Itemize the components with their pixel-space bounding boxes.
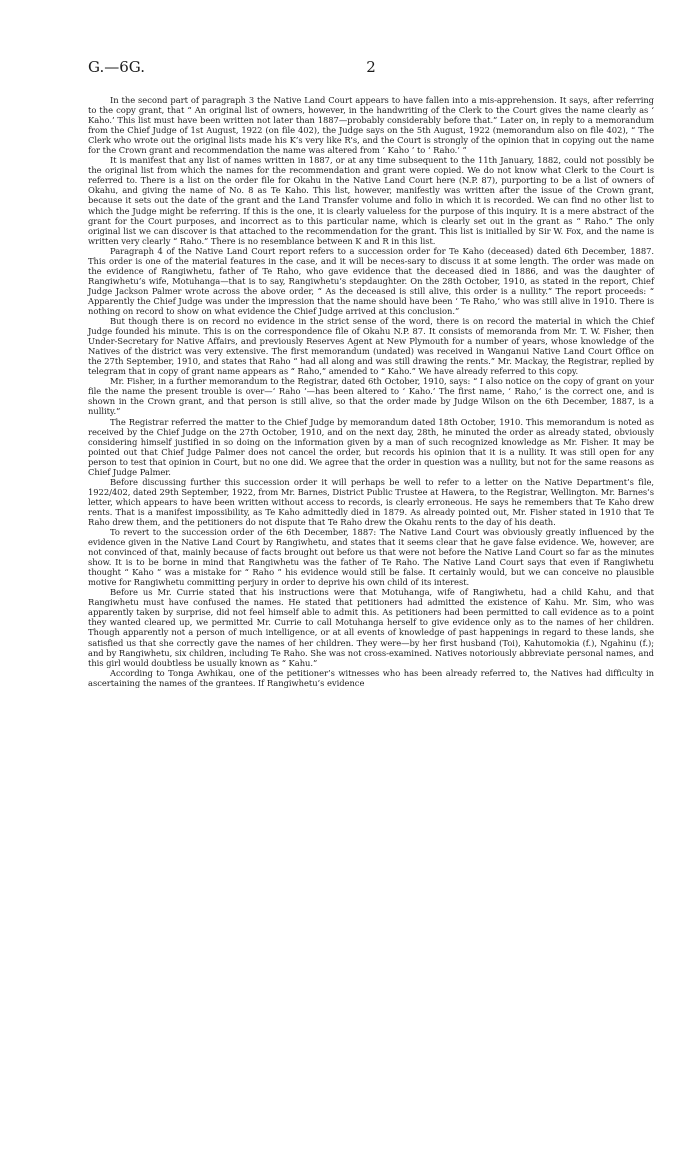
paragraph: It is manifest that any list of names written in 1887, or at any time subsequent to the 11th January, 1882, could not possibly be the original list from which the names for the recommendation and grant were copied. We do not know what Clerk to the Court is referred to. There is a list on the order file for Okahu in the Native Land Court here (N.P. 87), purporting to be a list of owners of Okahu, and giving the name of No. 8 as Te Kaho. This list, however, manifestly was written after the issue of the Crown grant, because it sets out the date of the grant and the Land Transfer volume and folio in which it is recorded. We can find no other list to which the Judge might be referring. If this is the one, it is clearly valueless for the purpose of this inquiry. It is a mere abstract of the grant for the Court purposes, and incorrect as to this particular name, which is clearly set out in the grant as “ Raho.” The only original list we can discover is that attached to the recommendation for the grant. This list is initialled by Sir W. Fox, and the name is written very clearly “ Raho.” There is no resemblance between K and R in this list. (88, 155, 654, 246)
paragraph: Mr. Fisher, in a further memorandum to the Registrar, dated 6th October, 1910, says: “ I also notice on the copy of grant on your file the name the present trouble is over—‘ Raho ’—has been altered to ‘ Kaho.’ The first name, ‘ Raho,’ is the correct one, and is shown in the Crown grant, and that person is still alive, so that the order made by Judge Wilson on the 6th December, 1887, is a nullity.” (88, 376, 654, 417)
paragraph: But though there is on record no evidence in the strict sense of the word, there is on record the material in which the Chief Judge founded his minute. This is on the correspondence file of Okahu N.P. 87. It consists of memoranda from Mr. T. W. Fisher, then Under-Secretary for Native Affairs, and previously Reserves Agent at New Plymouth for a number of years, whose knowledge of the Natives of the district was very extensive. The first memorandum (undated) was received in Wanganui Native Land Court Office on the 27th September, 1910, and states that Raho “ had all along and was still drawing the rents.” Mr. Mackay, the Registrar, replied by telegram that in copy of grant name appears as “ Raho,” amended to “ Kaho.” We have already referred to this copy. (88, 316, 654, 377)
paragraph: The Registrar referred the matter to the Chief Judge by memorandum dated 18th October, 1910. This memorandum is noted as received by the Chief Judge on the 27th October, 1910, and on the next day, 28th, he minuted the order as already stated, obviously considering himself justified in so doing on the information given by a man of such recognized knowledge as Mr. Fisher. It may be pointed out that Chief Judge Palmer does not cancel the order, but records his opinion that it is a nullity. It was still open for any person to test that opinion in Court, but no one did. We agree that the order in question was a nullity, but not for the same reasons as Chief Judge Palmer. (88, 416, 654, 477)
paragraph: Before discussing further this succession order it will perhaps be well to refer to a letter on the Native Department’s file, 1922/402, dated 29th September, 1922, from Mr. Barnes, District Public Trustee at Hawera, to the Registrar, Wellington. Mr. Barnes’s letter, which appears to have been written without access to records, is clearly erroneous. He says he remembers that Te Kaho drew rents. That is a manifest impossibility, as Te Kaho admittedly died in 1879. As already pointed out, Mr. Fisher stated in 1910 that Te Raho drew them, and the petitioners do not dispute that Te Raho drew the Okahu rents to the day of his death. (88, 476, 654, 527)
body-text (88, 95, 654, 688)
paragraph: To revert to the succession order of the 6th December, 1887: The Native Land Court was obviously greatly influenced by the evidence given in the Native Land Court by Rangiwhetu, and states that it seems clear that he gave false evidence. We, however, are not convinced of that, mainly because of facts brought out before us that were not before the Native Land Court so far as the minutes show. It is to be borne in mind that Rangiwhetu was the father of Te Raho. The Native Land Court says that even if Rangiwhetu thought “ Kaho ” was a mistake for “ Raho ” his evidence would still be false. It certainly would, but we can conceive no plausible motive for Rangiwhetu committing perjury in order to deprive his own child of its interest. (88, 527, 654, 588)
paragraph: Paragraph 4 of the Native Land Court report refers to a succession order for Te Kaho (deceased) dated 6th December, 1887. This order is one of the material features in the case, and it will be neces-sary to discuss it at some length. The order was made on the evidence of Rangiwhetu, father of Te Raho, who gave evidence that the deceased died in 1886, and was the daughter of Rangiwhetu’s wife, Motuhanga—that is to say, Rangiwhetu’s stepdaughter. On the 28th October, 1910, as stated in the report, Chief Judge Jackson Palmer wrote across the above order, “ As the deceased is still alive, this order is a nullity.” The report proceeds: “ Apparently the Chief Judge was under the impression that the name should have been ‘ Te Raho,’ who was still alive in 1910. There is nothing on record to show on what evidence the Chief Judge arrived at this conclusion.” (88, 245, 654, 316)
paragraph: According to Tonga Awhikau, one of the petitioner’s witnesses who has been already referred to, the Natives had difficulty in ascertaining the names of the grantees. If Rangiwhetu’s evidence (88, 667, 654, 688)
document-reference: G.—6G. (88, 58, 145, 76)
page-number: 2 (366, 58, 376, 76)
paragraph: In the second part of paragraph 3 the Native Land Court appears to have fallen into a mis-apprehension. It says, after referring to the copy grant, that “ An original list of owners, however, in the handwriting of the Clerk to the Court gives the name clearly as ‘ Kaho.’ This list must have been written not later than 1887—probably considerably before that.” Later on, in reply to a memorandum from the Chief Judge of 1st August, 1922 (on file 402), the Judge says on the 5th August, 1922 (memorandum also on file 402), “ The Clerk who wrote out the original lists made his K’s very like R’s, and the Court is strongly of the opinion that in copying out the name for the Crown grant and recommendation the name was altered from ‘ Kaho ’ to ‘ Raho.’ ” (88, 95, 654, 156)
page-header (88, 58, 654, 78)
paragraph: Before us Mr. Currie stated that his instructions were that Motuhanga, wife of Rangiwhetu, had a child Kahu, and that Rangiwhetu must have confused the names. He stated that petitioners had admitted the existence of Kahu. Mr. Sim, who was apparently taken by surprise, did not feel himself able to admit this. As petitioners had been permitted to call evidence as to a point they wanted cleared up, we permitted Mr. Currie to call Motuhanga herself to give evidence only as to the names of her children. Though apparently not a person of much intelligence, or at all events of knowledge of past happenings in regard to these lands, she satisfied us that she correctly gave the names of her children. They were—by her first husband (Toi), Kahutomokia (f.), Ngahinu (f.); and by Rangiwhetu, six children, including Te Raho. She was not cross-examined. Natives notoriously abbreviate personal names, and this girl would doubtless be usually known as “ Kahu.” (88, 587, 654, 668)
